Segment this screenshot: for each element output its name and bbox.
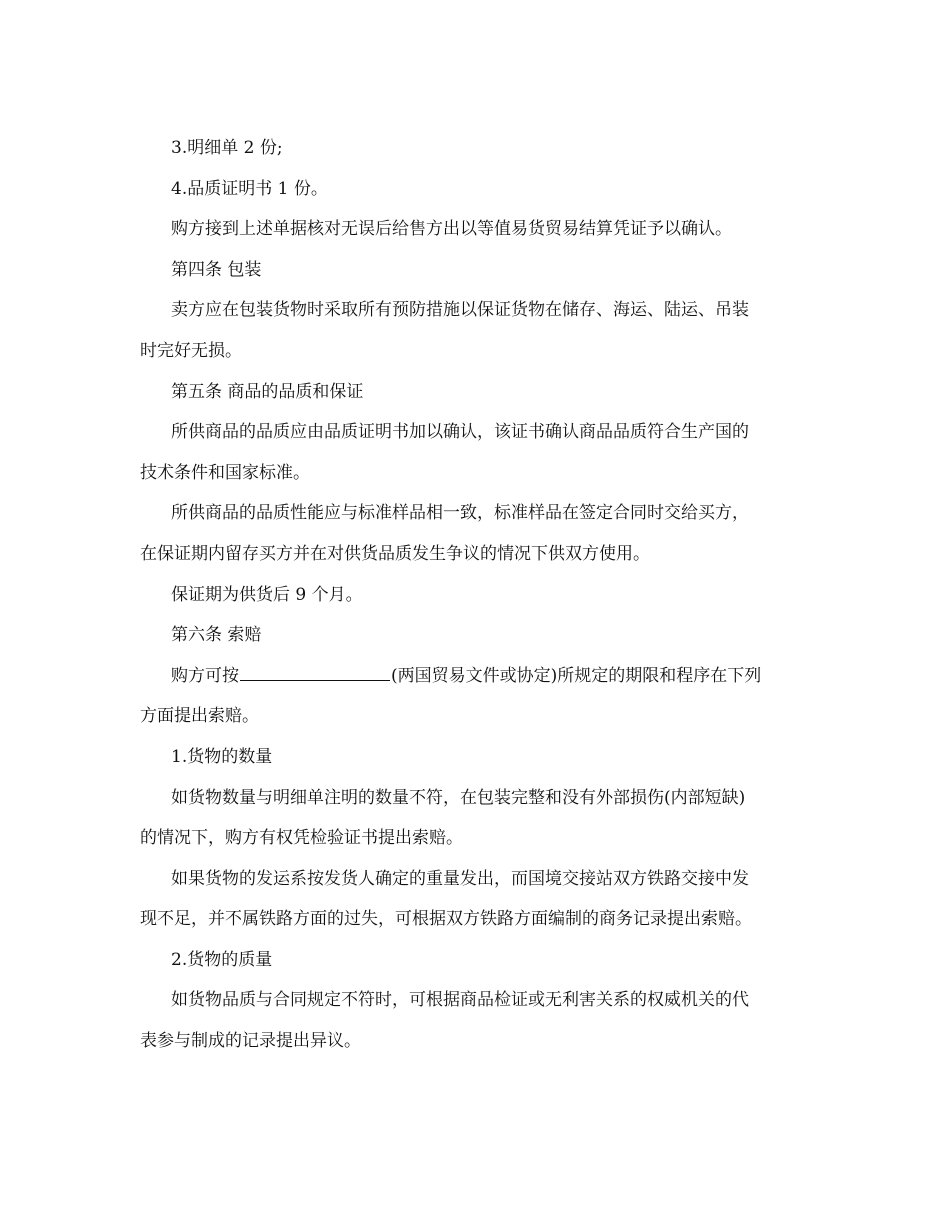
paragraph-line: 所供商品的品质应由品质证明书加以确认，该证书确认商品品质符合生产国的 — [171, 422, 749, 443]
paragraph-line: 保证期为供货后 9 个月。 — [171, 584, 363, 605]
paragraph-line: 3.明细单 2 份; — [171, 138, 283, 158]
paragraph-line: 购方接到上述单据核对无误后给售方出以等值易货贸易结算凭证予以确认。 — [171, 219, 732, 240]
paragraph-line: 4.品质证明书 1 份。 — [171, 178, 328, 199]
section-heading: 第五条 商品的品质和保证 — [171, 381, 364, 402]
paragraph-line: 卖方应在包装货物时采取所有预防措施以保证货物在储存、海运、陆运、吊装 — [171, 300, 749, 321]
line-text-before-blank: 购方可按 — [171, 665, 239, 686]
paragraph-line: 如果货物的发运系按发货人确定的重量发出，而国境交接站双方铁路交接中发 — [171, 868, 749, 889]
paragraph-line: 如货物品质与合同规定不符时，可根据商品检证或无利害关系的权威机关的代 — [171, 990, 749, 1011]
paragraph-line: 在保证期内留存买方并在对供货品质发生争议的情况下供双方使用。 — [140, 543, 650, 564]
paragraph-line: 方面提出索赔。 — [140, 706, 259, 727]
paragraph-line: 的情况下，购方有权凭检验证书提出索赔。 — [140, 828, 463, 849]
paragraph-line: 现不足，并不属铁路方面的过失，可根据双方铁路方面编制的商务记录提出索赔。 — [140, 909, 752, 930]
paragraph-line: 技术条件和国家标准。 — [140, 462, 310, 483]
subsection-heading: 2.货物的质量 — [171, 949, 273, 970]
section-heading: 第四条 包装 — [171, 259, 262, 280]
paragraph-line: 如货物数量与明细单注明的数量不符，在包装完整和没有外部损伤(内部短缺) — [171, 787, 746, 808]
line-text-after-blank: (两国贸易文件或协定)所规定的期限和程序在下列 — [391, 665, 762, 686]
section-heading: 第六条 索赔 — [171, 625, 262, 646]
document-body — [140, 128, 805, 1062]
subsection-heading: 1.货物的数量 — [171, 746, 273, 767]
paragraph-line: 时完好无损。 — [140, 340, 242, 361]
fill-in-blank — [240, 666, 390, 681]
paragraph-line: 表参与制成的记录提出异议。 — [140, 1031, 361, 1052]
paragraph-line-with-blank — [140, 656, 805, 697]
paragraph-line: 所供商品的品质性能应与标准样品相一致，标准样品在签定合同时交给买方， — [171, 503, 749, 524]
